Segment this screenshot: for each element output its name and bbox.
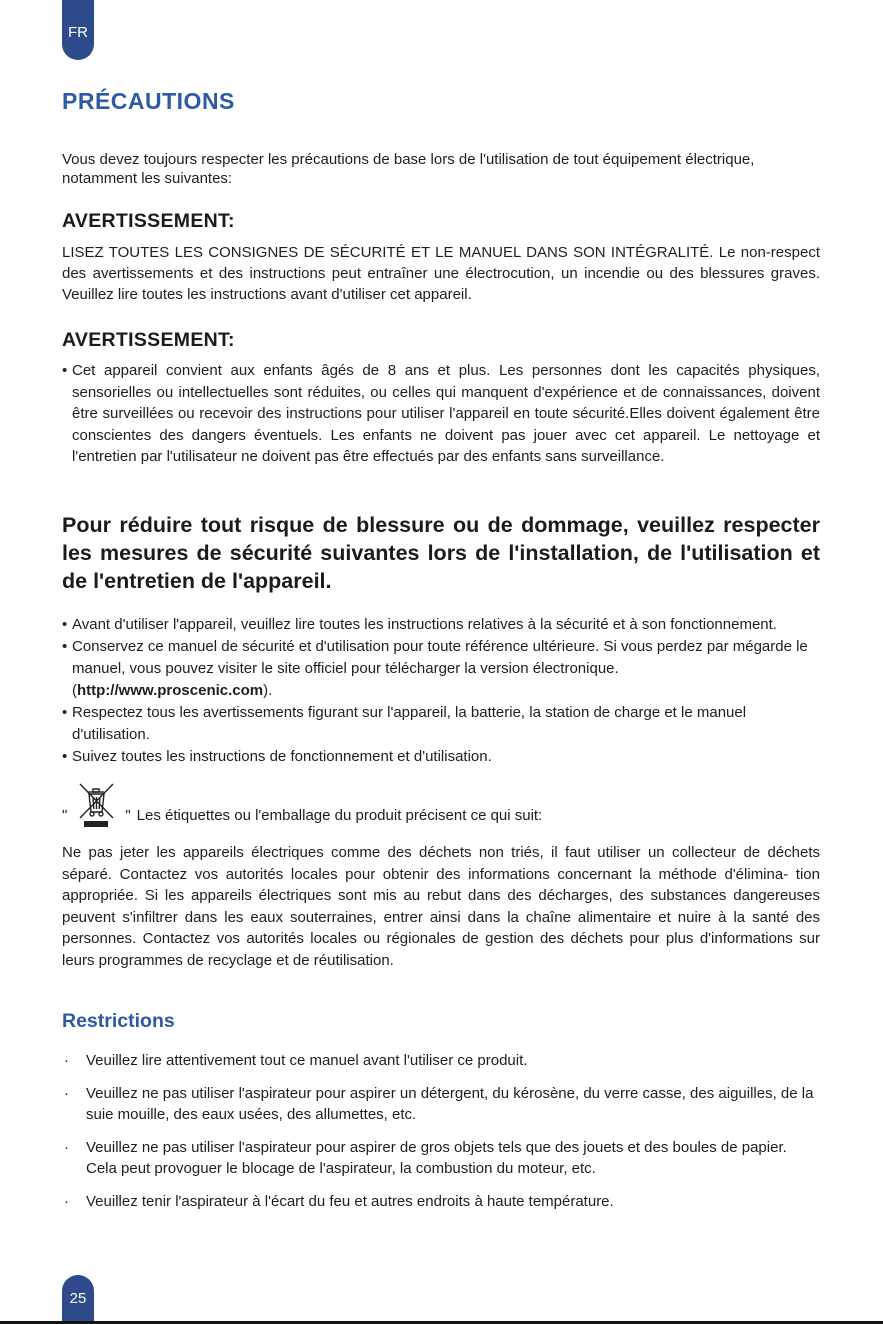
restrictions-list bbox=[62, 1050, 820, 1223]
warning-bullet-2 bbox=[62, 360, 820, 468]
list-item-text: Veuillez tenir l'aspirateur à l'écart du feu et autres endroits à haute température. bbox=[86, 1192, 614, 1210]
quote-open: " bbox=[62, 806, 68, 824]
quote-close: " bbox=[125, 806, 131, 824]
bullet-marker: • bbox=[62, 362, 68, 379]
crossed-out-wheelie-bin-icon bbox=[71, 778, 121, 830]
list-item bbox=[62, 1137, 820, 1180]
bullet-marker: · bbox=[64, 1084, 69, 1102]
disposal-paragraph: Ne pas jeter les appareils électriques comme des déchets non triés, il faut utiliser un collecteur de déchets séparé. Contactez vos autorités locales pour obtenir des informations concernant la méthode d'élimina- tion appropriée. Si les appareils électriques sont mis au rebut dans des décharges, des substances dangereuses peuvent s'infiltrer dans les eaux souterraines, entrer ainsi dans la chaîne alimentaire et nuire à la santé des personnes. Contactez vos autorités locales ou régionales de gestion des déchets pour plus d'informations sur leurs programmes de recyclage et de réutilisation. bbox=[62, 844, 820, 969]
bullet-marker: • bbox=[62, 638, 68, 655]
list-item-text: Veuillez ne pas utiliser l'aspirateur pour aspirer un détergent, du kérosène, du verre casse, des aiguilles, de la suie mouille, des eaux usées, des allumettes, etc. bbox=[86, 1084, 814, 1123]
list-item-text: Suivez toutes les instructions de fonctionnement et d'utilisation. bbox=[72, 748, 492, 765]
list-item-text: Respectez tous les avertissements figurant sur l'appareil, la batterie, la station de charge et le manuel d'utilisation. bbox=[72, 704, 747, 743]
list-item bbox=[62, 614, 820, 636]
warning-text-2: Cet appareil convient aux enfants âgés de 8 ans et plus. Les personnes dont les capacités physiques, sensorielles ou intellectuelles sont réduites, ou celles qui manquent d'expérience et de connaissances, doivent être surveillées ou recevoir des instructions pour utiliser l'appareil en toute sécurité.Elles doivent également être conscientes des dangers éventuels. Les enfants ne doivent pas jouer avec cet appareil. Le nettoyage et l'entretien par l'utilisateur ne doivent pas être effectués par des enfants sans surveillance. bbox=[72, 362, 820, 465]
list-item-text: Avant d'utiliser l'appareil, veuillez lire toutes les instructions relatives à la sécurité et à son fonctionnement. bbox=[72, 616, 777, 633]
bullet-marker: • bbox=[62, 704, 68, 721]
url-close: ). bbox=[263, 682, 273, 699]
restrictions-heading: Restrictions bbox=[62, 1010, 175, 1032]
weee-label: Les étiquettes ou l'emballage du produit précisent ce qui suit: bbox=[136, 806, 543, 824]
list-item bbox=[62, 1050, 820, 1072]
language-label: FR bbox=[68, 23, 88, 41]
bullet-marker: · bbox=[64, 1192, 69, 1210]
list-item bbox=[62, 746, 820, 768]
warning-heading-2: AVERTISSEMENT: bbox=[62, 329, 235, 351]
page-number: 25 bbox=[69, 1290, 87, 1307]
language-tab bbox=[62, 0, 94, 60]
bullet-marker: • bbox=[62, 748, 68, 765]
bullet-marker: • bbox=[62, 616, 68, 633]
list-item bbox=[62, 636, 820, 702]
intro-paragraph: Vous devez toujours respecter les précautions de base lors de l'utilisation de tout équipement électrique, notamment les suivantes: bbox=[62, 151, 755, 187]
website-link[interactable]: http://www.proscenic.com bbox=[77, 682, 264, 699]
list-item-text bbox=[72, 636, 820, 702]
list-item-text: Veuillez lire attentivement tout ce manuel avant l'utiliser ce produit. bbox=[86, 1052, 528, 1069]
list-item-text: Veuillez ne pas utiliser l'aspirateur pour aspirer de gros objets tels que des jouets et des boules de papier. Cela peut provoguer le blocage de l'aspirateur, la combustion du moteur, etc. bbox=[86, 1138, 787, 1177]
list-item bbox=[62, 1083, 820, 1126]
bullet-marker: · bbox=[64, 1052, 69, 1069]
bullet-marker: · bbox=[64, 1138, 69, 1156]
url-open: ( bbox=[72, 682, 77, 699]
warning-heading-1: AVERTISSEMENT: bbox=[62, 210, 235, 232]
warning-text-1: LISEZ TOUTES LES CONSIGNES DE SÉCURITÉ ET LE MANUEL DANS SON INTÉGRALITÉ. Le non-respect des avertissements et des instructions peut entraîner une électrocution, un incendie ou des blessures graves. Veuillez lire toutes les instructions avant d'utiliser cet appareil. bbox=[62, 244, 820, 303]
page-title: PRÉCAUTIONS bbox=[62, 88, 235, 114]
list-item bbox=[62, 1191, 820, 1213]
safety-heading: Pour réduire tout risque de blessure ou de dommage, veuillez respecter les mesures de sécurité suivantes lors de l'installation, de l'utilisation et de l'entretien de l'appareil. bbox=[62, 513, 820, 593]
safety-list bbox=[62, 614, 820, 768]
weee-notice bbox=[62, 778, 820, 830]
list-item bbox=[62, 702, 820, 746]
list-item-text-main: Conservez ce manuel de sécurité et d'utilisation pour toute référence ultérieure. Si vous perdez par mégarde le manuel, vous pouvez visiter le site officiel pour télécharger la version électronique. bbox=[72, 638, 808, 677]
page-number-tab bbox=[62, 1275, 94, 1324]
